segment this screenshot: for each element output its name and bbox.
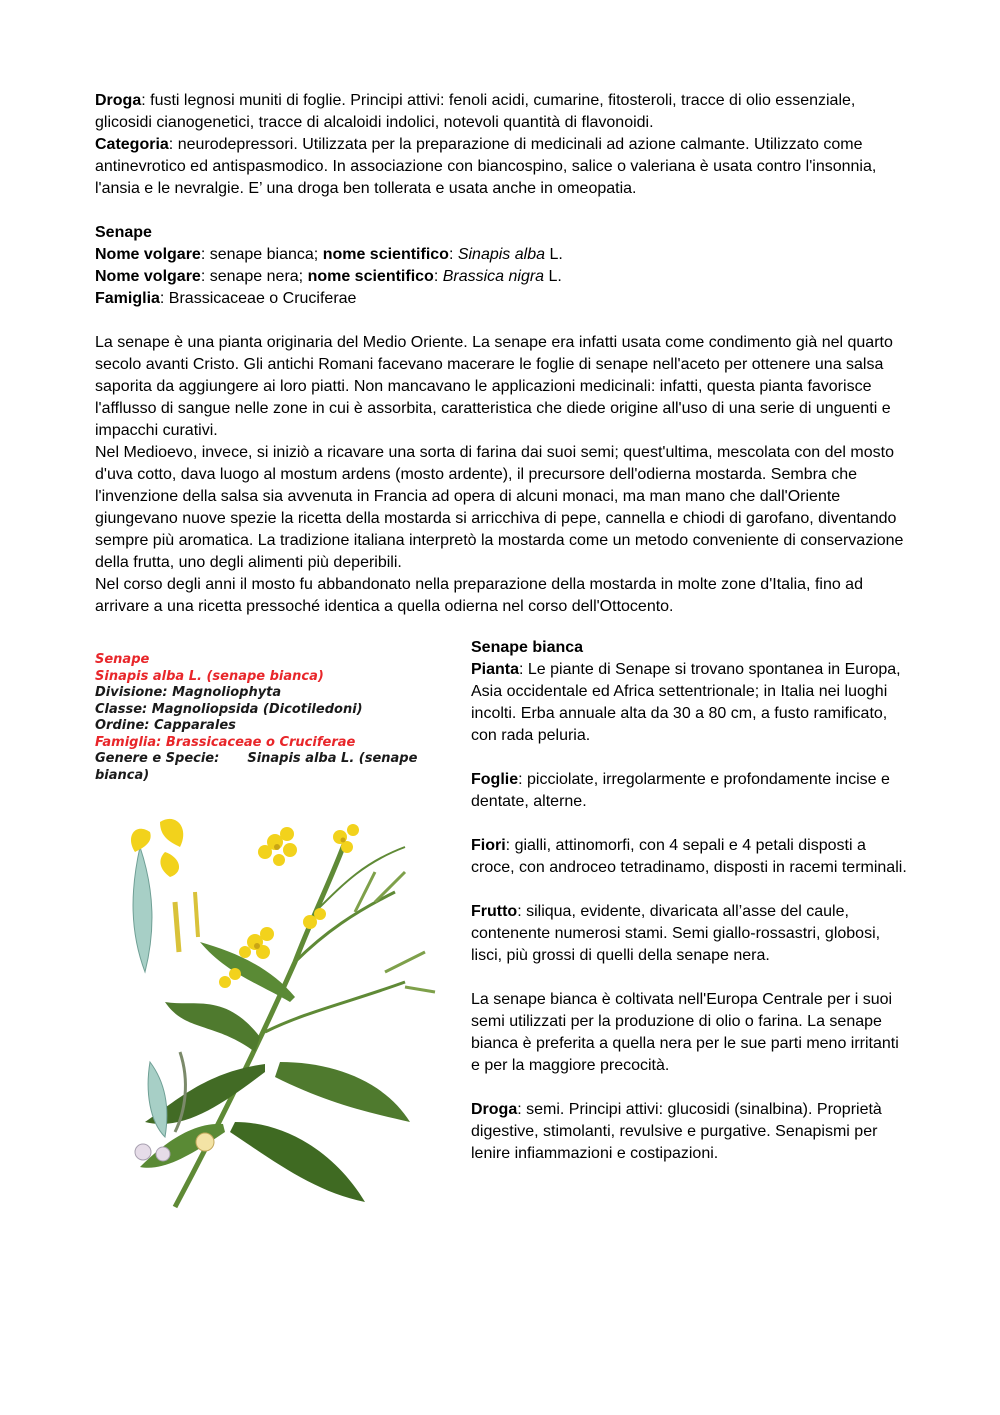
ns1-italic: Sinapis alba — [457, 246, 545, 263]
categoria-paragraph — [95, 134, 910, 200]
nv-label: Nome volgare — [95, 268, 201, 285]
categoria-text: : neurodepressori. Utilizzata per la preparazione di medicinali ad azione calmante. Utilizzato come antinevrotico ed antispasmodico. In associazione con biancospino, salice o valeriana è usata contro l'insonnia, l'ansia e le nevralgie. E’ una droga ben tollerata e usata anche in omeopatia. — [95, 136, 877, 197]
section-title — [95, 222, 910, 244]
droga-label: Droga — [95, 92, 142, 109]
caption-genere-value: Sinapis alba L. (senape bianca) — [95, 751, 418, 783]
caption-line: Famiglia: Brassicaceae o Cruciferae — [95, 734, 356, 750]
frutto-text: : siliqua, evidente, divaricata all’asse del caule, contenente numerosi stami. Semi giallo-rossastri, globosi, lisci, più grossi di quelli della senape nera. — [471, 903, 881, 964]
bianca-droga-paragraph — [471, 1099, 911, 1165]
pianta-paragraph — [471, 659, 911, 747]
caption-line: Classe: Magnoliopsida (Dicotiledoni) — [95, 701, 363, 717]
nome-volgare-2 — [95, 266, 910, 288]
frutto-paragraph — [471, 901, 911, 967]
droga-paragraph — [95, 90, 910, 134]
senape-bianca-column — [471, 637, 911, 1165]
foglie-paragraph — [471, 769, 911, 813]
ns-label: nome scientifico — [322, 246, 449, 263]
ns1-sep: : — [448, 246, 458, 263]
caption-line: Ordine: Capparales — [95, 718, 236, 733]
ns2-sep: : — [433, 268, 443, 285]
section-title-text: Senape — [95, 224, 152, 241]
ns2-after: L. — [544, 268, 562, 285]
famiglia-line — [95, 288, 910, 310]
bianca-droga-label: Droga — [471, 1101, 518, 1118]
nome-volgare-1 — [95, 244, 910, 266]
history-paragraph-2: Nel Medioevo, invece, si iniziò a ricavare una sorta di farina dai suoi semi; quest'ultima, mescolata con del mosto d'uva cotto, dava luogo al mostum ardens (mosto ardente), il precursore dell'odierna mostarda. Sembra che l'invenzione della salsa sia avvenuta in Francia ad opera di alcuni monaci, ma man mano che dall'Oriente giungevano nuove spezie la ricetta della mostarda si arricchiva di pepe, cannella e chiodi di garofano, diventando sempre più aromatica. La tradizione italiana interpretò la mostarda come un metodo conveniente di conservazione della frutta, uno degli alimenti più deperibili. — [95, 444, 904, 571]
history-paragraph-1: La senape è una pianta originaria del Medio Oriente. La senape era infatti usata come condimento già nel quarto secolo avanti Cristo. Gli antichi Romani facevano macerare le foglie di senape nell'aceto per ottenere una salsa saporita da aggiungere ai loro piatti. Non mancavano le applicazioni medicinali: infatti, questa pianta favorisce l'afflusso di sangue nelle zone in cui è assorbita, caratteristica che diede origine all'uso di una serie di unguenti e impacchi curativi. — [95, 334, 893, 439]
ns2-italic: Brassica nigra — [442, 268, 545, 285]
fiori-paragraph — [471, 835, 911, 879]
caption-line: Sinapis alba L. (senape bianca) — [95, 668, 324, 684]
nv1-text: : senape bianca; — [200, 246, 323, 263]
history-paragraph-3: Nel corso degli anni il mosto fu abbandonato nella preparazione della mostarda in molte zone d'Italia, fino ad arrivare a una ricetta pressoché identica a quella odierna nel corso dell'Ottocento. — [95, 576, 863, 615]
caption-line: Senape — [95, 652, 150, 667]
frutto-label: Frutto — [471, 903, 518, 920]
pianta-label: Pianta — [471, 661, 520, 678]
document-body — [95, 90, 910, 618]
bianca-title — [471, 637, 911, 659]
botanical-figure — [95, 652, 455, 784]
caption-line: Divisione: Magnoliophyta — [95, 685, 282, 700]
bianca-title-text: Senape bianca — [471, 639, 584, 656]
mustard-plant-illustration — [105, 802, 445, 1212]
caption-line — [95, 751, 455, 784]
foglie-label: Foglie — [471, 771, 519, 788]
categoria-label: Categoria — [95, 136, 169, 153]
nv-label: Nome volgare — [95, 246, 201, 263]
bianca-droga-text: : semi. Principi attivi: glucosidi (sinalbina). Proprietà digestive, stimolanti, revulsive e purgative. Senapismi per lenire infiammazioni e costipazioni. — [471, 1101, 882, 1162]
foglie-text: : picciolate, irregolarmente e profondamente incise e dentate, alterne. — [471, 771, 890, 810]
famiglia-text: : Brassicaceae o Cruciferae — [159, 290, 357, 307]
two-column-section — [95, 637, 910, 1207]
coltivata-paragraph: La senape bianca è coltivata nell'Europa Centrale per i suoi semi utilizzati per la produzione di olio o farina. La senape bianca è preferita a quella nera per le sue parti meno irritanti e per la maggiore precocità. — [471, 991, 899, 1074]
caption-genere-label: Genere e Specie: — [95, 751, 220, 766]
fiori-text: : gialli, attinomorfi, con 4 sepali e 4 petali disposti a croce, con androceo tetradinamo, disposti in racemi terminali. — [471, 837, 907, 876]
nv2-text: : senape nera; — [200, 268, 308, 285]
taxonomy-caption — [95, 652, 455, 784]
pianta-text: : Le piante di Senape si trovano spontanea in Europa, Asia occidentale ed Africa settentrionale; in Italia nei luoghi incolti. Erba annuale alta da 30 a 80 cm, a fusto ramificato, con rada peluria. — [471, 661, 901, 744]
ns-label: nome scientifico — [307, 268, 434, 285]
fiori-label: Fiori — [471, 837, 506, 854]
ns1-after: L. — [545, 246, 563, 263]
famiglia-label: Famiglia — [95, 290, 160, 307]
droga-text: : fusti legnosi muniti di foglie. Principi attivi: fenoli acidi, cumarine, fitosteroli, tracce di olio essenziale, glicosidi cianogenetici, tracce di alcaloidi indolici, notevoli quantità di flavonoidi. — [95, 92, 856, 131]
